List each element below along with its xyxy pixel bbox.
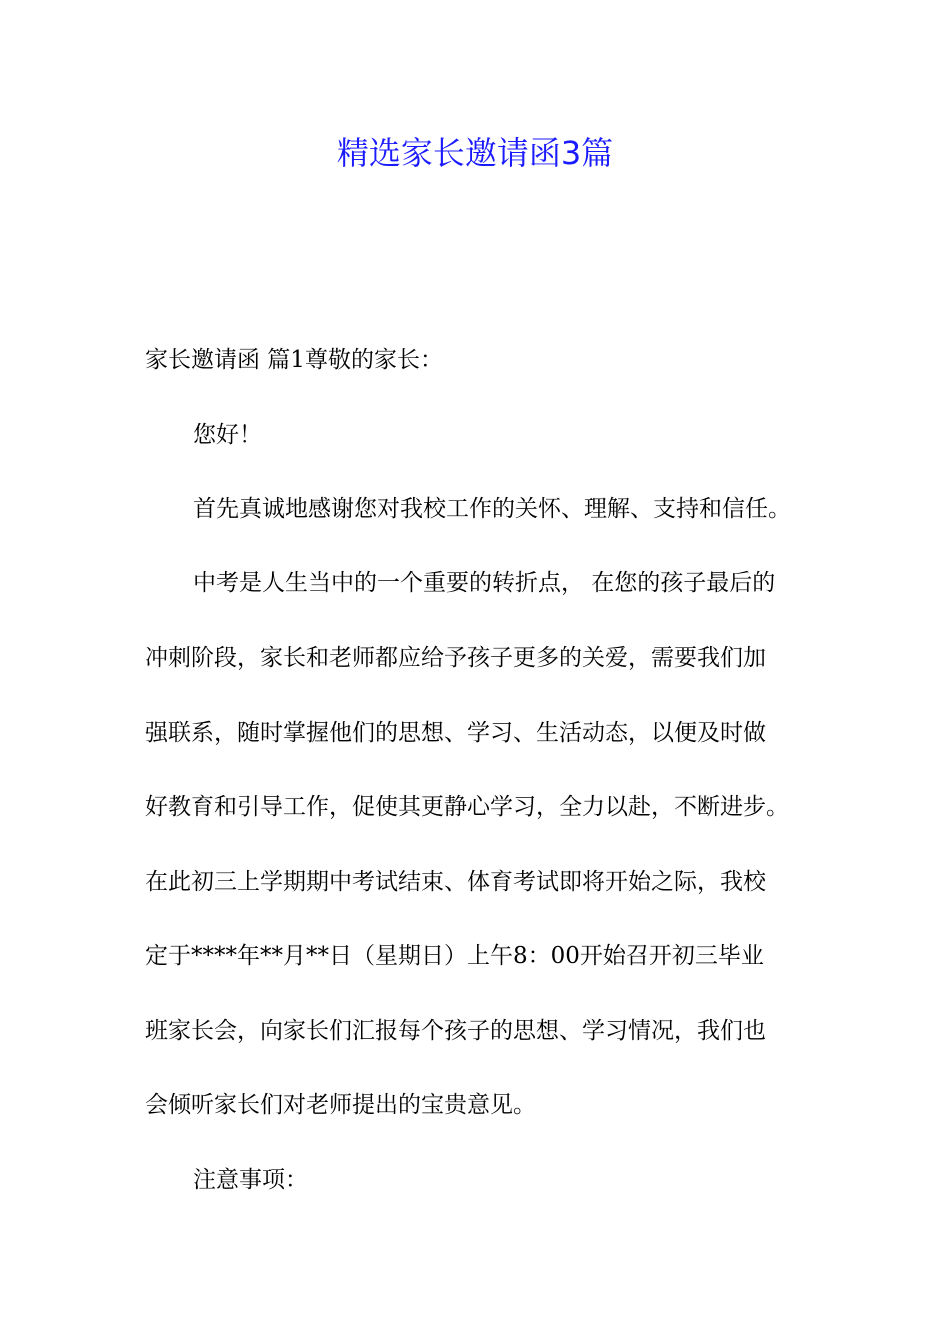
document-title: 精选家长邀请函3篇 [336, 134, 614, 172]
paragraph-line: 班家长会，向家长们汇报每个孩子的思想、学习情况，我们也 [145, 1018, 766, 1044]
paragraph-line: 中考是人生当中的一个重要的转折点， 在您的孩子最后的 [193, 570, 776, 596]
paragraph-line: 强联系，随时掌握他们的思想、学习、生活动态，以便及时做 [145, 720, 766, 746]
notes-heading: 注意事项： [193, 1167, 308, 1193]
paragraph-line: 冲刺阶段，家长和老师都应给予孩子更多的关爱，需要我们加 [145, 645, 766, 671]
paragraph-line: 定于****年**月**日（星期日）上午8：00开始召开初三毕业 [145, 943, 764, 969]
paragraph-line: 好教育和引导工作，促使其更静心学习，全力以赴，不断进步。 [145, 794, 789, 820]
paragraph-line: 会倾听家长们对老师提出的宝贵意见。 [145, 1092, 536, 1118]
greeting-line: 您好！ [193, 422, 262, 448]
paragraph-line: 在此初三上学期期中考试结束、体育考试即将开始之际，我校 [145, 869, 766, 895]
paragraph-line: 首先真诚地感谢您对我校工作的关怀、理解、支持和信任。 [193, 496, 791, 522]
salutation-line: 家长邀请函 篇1尊敬的家长： [145, 347, 443, 373]
